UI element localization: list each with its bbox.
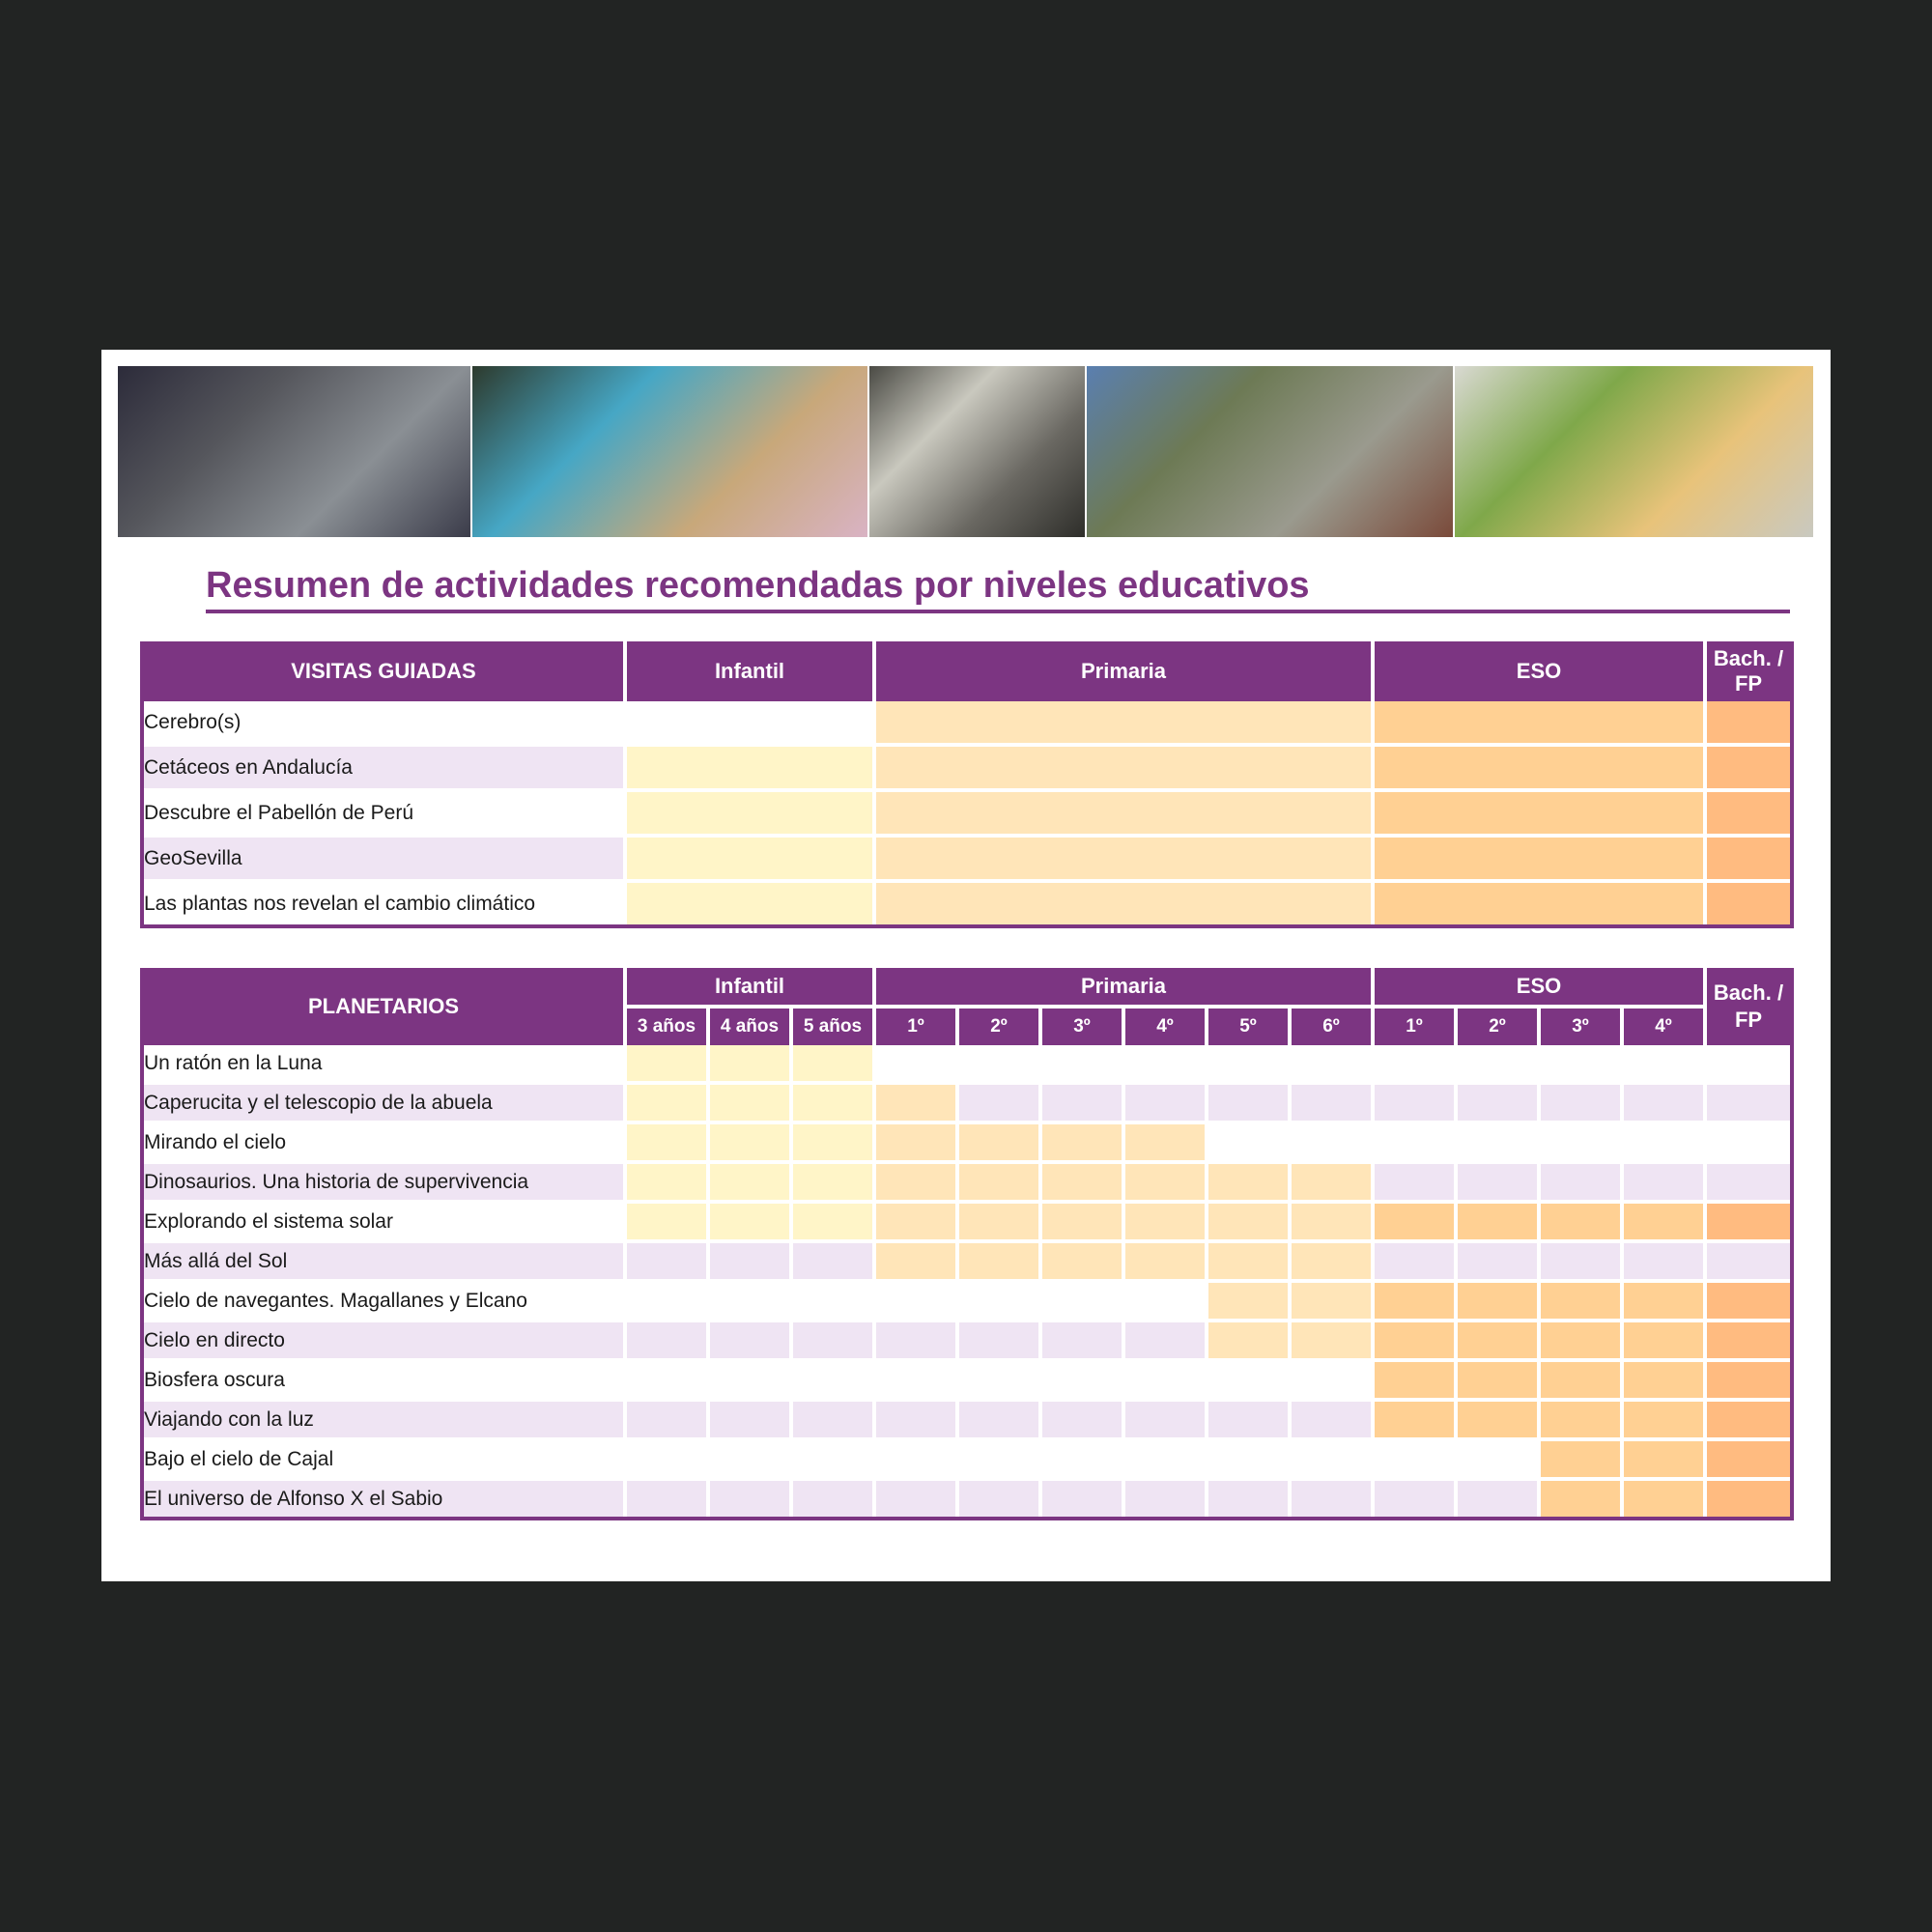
level-cell xyxy=(1208,1045,1292,1085)
level-cell xyxy=(1624,1243,1707,1283)
activity-name: Cielo en directo xyxy=(144,1322,627,1362)
planetarios-header-infantil: Infantil xyxy=(627,968,876,1005)
level-cell xyxy=(1375,1283,1458,1322)
photo-jardin xyxy=(1087,366,1453,537)
level-cell xyxy=(1458,1085,1541,1124)
table-row xyxy=(144,883,1790,924)
level-cell xyxy=(1541,1322,1624,1362)
level-cell xyxy=(959,1481,1042,1517)
level-cell xyxy=(1707,747,1790,792)
planetarios-header-primaria: Primaria xyxy=(876,968,1375,1005)
level-cell xyxy=(627,883,876,924)
level-cell xyxy=(876,883,1375,924)
table-row xyxy=(144,1481,1790,1517)
level-cell xyxy=(710,1441,793,1481)
level-cell xyxy=(627,701,876,747)
level-cell xyxy=(1624,1362,1707,1402)
level-cell xyxy=(876,1045,959,1085)
level-cell xyxy=(1707,1124,1790,1164)
level-cell xyxy=(1624,1164,1707,1204)
planetarios-subheader-cell: 4 años xyxy=(710,1005,793,1045)
table-row xyxy=(144,1362,1790,1402)
planetarios-header-eso: ESO xyxy=(1375,968,1707,1005)
level-cell xyxy=(1541,1441,1624,1481)
level-cell xyxy=(1292,1045,1375,1085)
level-cell xyxy=(1042,1283,1125,1322)
level-cell xyxy=(1541,1402,1624,1441)
level-cell xyxy=(627,1441,710,1481)
level-cell xyxy=(876,747,1375,792)
level-cell xyxy=(627,1322,710,1362)
level-cell xyxy=(1125,1481,1208,1517)
level-cell xyxy=(627,1164,710,1204)
level-cell xyxy=(1292,1283,1375,1322)
level-cell xyxy=(959,1362,1042,1402)
table-row xyxy=(144,1402,1790,1441)
activity-name: Explorando el sistema solar xyxy=(144,1204,627,1243)
level-cell xyxy=(1375,1164,1458,1204)
level-cell xyxy=(1541,1283,1624,1322)
level-cell xyxy=(1375,701,1707,747)
photo-pabellon xyxy=(869,366,1085,537)
level-cell xyxy=(1624,1322,1707,1362)
level-cell xyxy=(1042,1402,1125,1441)
level-cell xyxy=(1042,1243,1125,1283)
level-cell xyxy=(793,1441,876,1481)
level-cell xyxy=(1707,1243,1790,1283)
level-cell xyxy=(1458,1124,1541,1164)
level-cell xyxy=(1707,1204,1790,1243)
visitas-header-eso: ESO xyxy=(1375,641,1707,701)
level-cell xyxy=(1624,1085,1707,1124)
level-cell xyxy=(1125,1283,1208,1322)
level-cell xyxy=(1707,1045,1790,1085)
level-cell xyxy=(1125,1402,1208,1441)
activity-name: Mirando el cielo xyxy=(144,1124,627,1164)
level-cell xyxy=(1208,1243,1292,1283)
level-cell xyxy=(1292,1362,1375,1402)
level-cell xyxy=(1042,1322,1125,1362)
photo-cetaceos xyxy=(118,366,470,537)
level-cell xyxy=(793,1164,876,1204)
planetarios-subheader-cell: 3º xyxy=(1541,1005,1624,1045)
level-cell xyxy=(793,1204,876,1243)
level-cell xyxy=(1292,1402,1375,1441)
level-cell xyxy=(627,792,876,838)
level-cell xyxy=(1375,1402,1458,1441)
activity-name: Un ratón en la Luna xyxy=(144,1045,627,1085)
table-row xyxy=(144,1204,1790,1243)
level-cell xyxy=(1208,1362,1292,1402)
planetarios-subheader-cell: 1º xyxy=(876,1005,959,1045)
planetarios-subheader-cell: 2º xyxy=(959,1005,1042,1045)
level-cell xyxy=(1208,1164,1292,1204)
level-cell xyxy=(1375,883,1707,924)
level-cell xyxy=(1375,1045,1458,1085)
activity-name: Cielo de navegantes. Magallanes y Elcano xyxy=(144,1283,627,1322)
level-cell xyxy=(876,792,1375,838)
level-cell xyxy=(627,1481,710,1517)
level-cell xyxy=(1458,1164,1541,1204)
level-cell xyxy=(1125,1204,1208,1243)
level-cell xyxy=(1458,1204,1541,1243)
level-cell xyxy=(1458,1481,1541,1517)
table-row xyxy=(144,838,1790,883)
level-cell xyxy=(1541,1164,1624,1204)
level-cell xyxy=(793,1243,876,1283)
level-cell xyxy=(1458,1283,1541,1322)
level-cell xyxy=(1125,1243,1208,1283)
level-cell xyxy=(627,1243,710,1283)
level-cell xyxy=(1208,1204,1292,1243)
level-cell xyxy=(959,1322,1042,1362)
level-cell xyxy=(1375,792,1707,838)
level-cell xyxy=(627,1124,710,1164)
level-cell xyxy=(876,1402,959,1441)
level-cell xyxy=(1375,1481,1458,1517)
level-cell xyxy=(1125,1045,1208,1085)
level-cell xyxy=(627,1362,710,1402)
level-cell xyxy=(1624,1124,1707,1164)
level-cell xyxy=(1375,1124,1458,1164)
level-cell xyxy=(1541,1204,1624,1243)
level-cell xyxy=(1707,1441,1790,1481)
level-cell xyxy=(1208,1322,1292,1362)
level-cell xyxy=(1707,792,1790,838)
level-cell xyxy=(1375,1243,1458,1283)
level-cell xyxy=(793,1085,876,1124)
level-cell xyxy=(1375,1085,1458,1124)
level-cell xyxy=(959,1441,1042,1481)
level-cell xyxy=(710,1481,793,1517)
table-row xyxy=(144,1164,1790,1204)
level-cell xyxy=(1707,1322,1790,1362)
level-cell xyxy=(1292,1124,1375,1164)
level-cell xyxy=(1125,1085,1208,1124)
level-cell xyxy=(1375,838,1707,883)
level-cell xyxy=(1208,1441,1292,1481)
planetarios-subheader-cell: 6º xyxy=(1292,1005,1375,1045)
activity-name: Más allá del Sol xyxy=(144,1243,627,1283)
planetarios-subheader-cell: 4º xyxy=(1125,1005,1208,1045)
planetarios-subheader-cell: 5 años xyxy=(793,1005,876,1045)
level-cell xyxy=(959,1164,1042,1204)
level-cell xyxy=(1125,1441,1208,1481)
table-row xyxy=(144,1045,1790,1085)
visitas-header-bach: Bach. / FP xyxy=(1707,641,1790,701)
level-cell xyxy=(1375,1204,1458,1243)
activity-name: Las plantas nos revelan el cambio climático xyxy=(144,883,627,924)
level-cell xyxy=(1292,1085,1375,1124)
level-cell xyxy=(710,1322,793,1362)
level-cell xyxy=(627,747,876,792)
level-cell xyxy=(627,838,876,883)
level-cell xyxy=(1541,1243,1624,1283)
level-cell xyxy=(959,1283,1042,1322)
level-cell xyxy=(1458,1362,1541,1402)
planetarios-header-title: PLANETARIOS xyxy=(144,968,627,1045)
level-cell xyxy=(1707,701,1790,747)
level-cell xyxy=(710,1402,793,1441)
planetarios-subheader-cell: 1º xyxy=(1375,1005,1458,1045)
level-cell xyxy=(1042,1204,1125,1243)
planetarios-subheader-cell: 4º xyxy=(1624,1005,1707,1045)
level-cell xyxy=(1541,1362,1624,1402)
level-cell xyxy=(876,1362,959,1402)
activity-name: Bajo el cielo de Cajal xyxy=(144,1441,627,1481)
level-cell xyxy=(1707,1164,1790,1204)
table-row xyxy=(144,1085,1790,1124)
level-cell xyxy=(876,1124,959,1164)
level-cell xyxy=(793,1283,876,1322)
level-cell xyxy=(1541,1085,1624,1124)
level-cell xyxy=(1375,1362,1458,1402)
table-row xyxy=(144,1283,1790,1322)
level-cell xyxy=(1624,1481,1707,1517)
level-cell xyxy=(1042,1085,1125,1124)
level-cell xyxy=(1707,883,1790,924)
level-cell xyxy=(1541,1481,1624,1517)
level-cell xyxy=(876,838,1375,883)
level-cell xyxy=(1458,1322,1541,1362)
level-cell xyxy=(1375,747,1707,792)
planetarios-header-bach: Bach. / FP xyxy=(1707,968,1790,1045)
table-row xyxy=(144,1124,1790,1164)
level-cell xyxy=(1042,1481,1125,1517)
level-cell xyxy=(1375,1322,1458,1362)
level-cell xyxy=(1292,1441,1375,1481)
level-cell xyxy=(1541,1124,1624,1164)
level-cell xyxy=(1624,1204,1707,1243)
level-cell xyxy=(627,1283,710,1322)
table-row xyxy=(144,792,1790,838)
level-cell xyxy=(959,1124,1042,1164)
summary-sheet xyxy=(101,350,1831,1581)
level-cell xyxy=(1624,1283,1707,1322)
level-cell xyxy=(710,1283,793,1322)
table-row xyxy=(144,1322,1790,1362)
activity-name: Descubre el Pabellón de Perú xyxy=(144,792,627,838)
level-cell xyxy=(793,1402,876,1441)
level-cell xyxy=(793,1362,876,1402)
level-cell xyxy=(793,1124,876,1164)
activity-name: Dinosaurios. Una historia de supervivencia xyxy=(144,1164,627,1204)
photo-floor-game xyxy=(1455,366,1813,537)
level-cell xyxy=(959,1204,1042,1243)
level-cell xyxy=(710,1362,793,1402)
level-cell xyxy=(1125,1124,1208,1164)
level-cell xyxy=(710,1045,793,1085)
activity-name: Cerebro(s) xyxy=(144,701,627,747)
level-cell xyxy=(876,1283,959,1322)
table-row xyxy=(144,747,1790,792)
level-cell xyxy=(1042,1362,1125,1402)
level-cell xyxy=(1707,1283,1790,1322)
level-cell xyxy=(1042,1164,1125,1204)
table-row xyxy=(144,701,1790,747)
level-cell xyxy=(1125,1362,1208,1402)
planetarios-table xyxy=(140,968,1794,1520)
level-cell xyxy=(1208,1283,1292,1322)
level-cell xyxy=(710,1243,793,1283)
activity-name: Viajando con la luz xyxy=(144,1402,627,1441)
level-cell xyxy=(710,1124,793,1164)
visitas-header-primaria: Primaria xyxy=(876,641,1375,701)
activity-name: Cetáceos en Andalucía xyxy=(144,747,627,792)
level-cell xyxy=(1208,1402,1292,1441)
level-cell xyxy=(1624,1441,1707,1481)
level-cell xyxy=(627,1085,710,1124)
level-cell xyxy=(1292,1322,1375,1362)
planetarios-subheader-cell: 3º xyxy=(1042,1005,1125,1045)
planetarios-subheader-cell: 5º xyxy=(1208,1005,1292,1045)
planetarios-subheader-cell: 2º xyxy=(1458,1005,1541,1045)
level-cell xyxy=(1624,1045,1707,1085)
level-cell xyxy=(793,1045,876,1085)
activity-name: Caperucita y el telescopio de la abuela xyxy=(144,1085,627,1124)
level-cell xyxy=(1707,838,1790,883)
level-cell xyxy=(876,1441,959,1481)
level-cell xyxy=(1292,1204,1375,1243)
level-cell xyxy=(710,1085,793,1124)
level-cell xyxy=(793,1481,876,1517)
level-cell xyxy=(1458,1243,1541,1283)
level-cell xyxy=(1292,1243,1375,1283)
level-cell xyxy=(876,1243,959,1283)
level-cell xyxy=(1042,1441,1125,1481)
level-cell xyxy=(1375,1441,1458,1481)
activity-name: El universo de Alfonso X el Sabio xyxy=(144,1481,627,1517)
activity-name: Biosfera oscura xyxy=(144,1362,627,1402)
table-row xyxy=(144,1441,1790,1481)
level-cell xyxy=(876,701,1375,747)
planetarios-subheader-cell: 3 años xyxy=(627,1005,710,1045)
level-cell xyxy=(1458,1402,1541,1441)
level-cell xyxy=(876,1322,959,1362)
visitas-guiadas-table xyxy=(140,641,1794,928)
photo-strip xyxy=(118,366,1813,537)
level-cell xyxy=(627,1045,710,1085)
level-cell xyxy=(1458,1045,1541,1085)
level-cell xyxy=(959,1085,1042,1124)
level-cell xyxy=(710,1204,793,1243)
level-cell xyxy=(1125,1164,1208,1204)
level-cell xyxy=(876,1204,959,1243)
level-cell xyxy=(876,1164,959,1204)
level-cell xyxy=(710,1164,793,1204)
activity-name: GeoSevilla xyxy=(144,838,627,883)
level-cell xyxy=(1707,1481,1790,1517)
page-title: Resumen de actividades recomendadas por niveles educativos xyxy=(206,564,1790,613)
level-cell xyxy=(1624,1402,1707,1441)
level-cell xyxy=(627,1402,710,1441)
level-cell xyxy=(1541,1045,1624,1085)
level-cell xyxy=(1292,1481,1375,1517)
level-cell xyxy=(959,1402,1042,1441)
level-cell xyxy=(1042,1124,1125,1164)
level-cell xyxy=(959,1045,1042,1085)
level-cell xyxy=(793,1322,876,1362)
visitas-header-title: VISITAS GUIADAS xyxy=(144,641,627,701)
level-cell xyxy=(1458,1441,1541,1481)
visitas-header-infantil: Infantil xyxy=(627,641,876,701)
level-cell xyxy=(1292,1164,1375,1204)
level-cell xyxy=(627,1204,710,1243)
level-cell xyxy=(1042,1045,1125,1085)
level-cell xyxy=(876,1481,959,1517)
level-cell xyxy=(1707,1085,1790,1124)
level-cell xyxy=(876,1085,959,1124)
level-cell xyxy=(959,1243,1042,1283)
level-cell xyxy=(1125,1322,1208,1362)
level-cell xyxy=(1707,1402,1790,1441)
level-cell xyxy=(1208,1085,1292,1124)
level-cell xyxy=(1208,1481,1292,1517)
level-cell xyxy=(1208,1124,1292,1164)
level-cell xyxy=(1707,1362,1790,1402)
photo-fossils xyxy=(472,366,867,537)
table-row xyxy=(144,1243,1790,1283)
